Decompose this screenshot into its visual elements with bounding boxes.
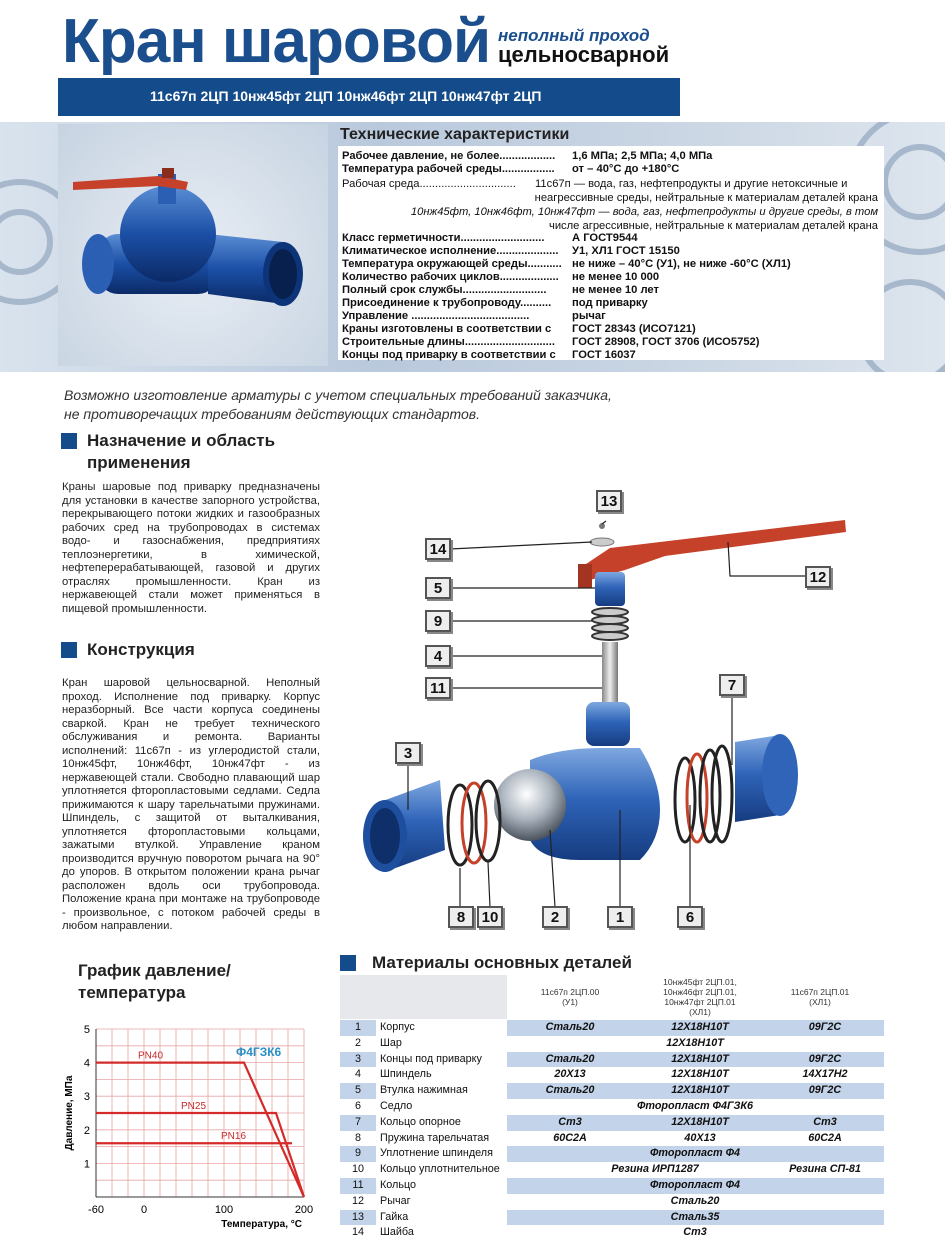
col-header-1 [520, 987, 620, 1007]
table-row [340, 1099, 884, 1115]
spec-value: под приварку [572, 297, 648, 309]
spec-row [342, 232, 638, 245]
row-number: 8 [354, 1131, 361, 1144]
custom-order-note [64, 386, 612, 424]
material-col1: Ст3 [558, 1115, 582, 1128]
material-span: Фторопласт Ф4ГЗК6 [636, 1100, 754, 1112]
spec-value: ГОСТ 16037 [572, 349, 636, 361]
ring-part [586, 702, 630, 746]
material-col2: 12Х18Н10Т [671, 1052, 729, 1065]
material-col2: 12Х18Н10Т [671, 1068, 729, 1081]
spec-value: ГОСТ 28343 (ИСО7121) [572, 323, 696, 335]
callout-3: 3 [395, 742, 421, 764]
table-row [340, 1162, 884, 1178]
material-col2: 12Х18Н10Т [671, 1084, 729, 1097]
weld-end-right-face [762, 734, 798, 816]
table-row [340, 1178, 884, 1194]
part-name: Гайка [380, 1210, 409, 1223]
row-number: 3 [354, 1052, 361, 1065]
chart-heading-line: температура [78, 983, 186, 1002]
row-number: 9 [354, 1147, 361, 1160]
row-number: 13 [351, 1210, 364, 1223]
part-name: Шпиндель [380, 1068, 432, 1081]
callout-7: 7 [719, 674, 745, 696]
material-col3: Резина СП-81 [789, 1163, 861, 1176]
material-col2: 12Х18Н10Т [671, 1115, 729, 1128]
callout-14: 14 [425, 538, 451, 560]
section-marker [61, 433, 77, 449]
materials-header-blank [340, 975, 507, 1019]
part-name: Кольцо уплотнительное [380, 1163, 500, 1176]
col-header-line: (У1) [562, 997, 578, 1007]
spec-value: от – 40°С до +180°С [572, 163, 680, 175]
row-number: 2 [354, 1036, 361, 1049]
material-span: Ст3 [683, 1226, 707, 1239]
part-name: Рычаг [380, 1194, 411, 1207]
spec-row [342, 323, 696, 336]
spec-row [342, 349, 636, 362]
spec-row [342, 245, 680, 258]
material-col1: 20Х13 [554, 1068, 586, 1081]
weld-end-left-bore [370, 808, 400, 864]
spec-value: рычаг [572, 310, 606, 322]
construction-heading: Конструкция [87, 640, 195, 659]
part-name: Шар [380, 1036, 402, 1049]
part-name: Корпус [380, 1021, 415, 1033]
x-tick-label: -60 [88, 1204, 104, 1216]
col-header-2 [640, 977, 760, 1017]
spec-label: Количество рабочих циклов................... [342, 271, 559, 283]
col-header-line: 10нж46фт 2ЦП.01, [663, 987, 737, 997]
table-row [340, 1115, 884, 1131]
row-number: 12 [351, 1194, 364, 1207]
material-col3: 09Г2С [808, 1052, 842, 1065]
page-title: Кран шаровой [62, 7, 491, 76]
material-span: Сталь35 [670, 1210, 720, 1223]
washer-part [590, 538, 614, 546]
spec-label: Класс герметичности........................... [342, 232, 545, 244]
spec-row [342, 297, 648, 310]
ball-part [494, 769, 566, 841]
spec-label: Управление ...................................... [342, 310, 530, 322]
y-tick-label: 4 [83, 1057, 90, 1070]
table-row [340, 1020, 884, 1036]
series-label: PN25 [181, 1101, 207, 1112]
spec-label: Присоединение к трубопроводу.......... [342, 297, 552, 309]
right-seal-stack [675, 746, 732, 842]
y-tick-label: 1 [83, 1158, 90, 1171]
row-number: 7 [354, 1115, 361, 1128]
specs-title: Технические характеристики [340, 126, 570, 143]
y-axis-label: Давление, МПа [64, 1075, 75, 1151]
spindle-part [602, 642, 618, 702]
part-name: Кольцо опорное [380, 1115, 461, 1128]
col-header-line: (ХЛ1) [689, 1007, 711, 1017]
spec-row [342, 284, 659, 297]
part-name: Уплотнение шпинделя [380, 1147, 493, 1160]
material-span: 12Х18Н10Т [666, 1036, 724, 1049]
spec-value: 1,6 МПа; 2,5 МПа; 4,0 МПа [572, 150, 713, 162]
purpose-heading-line2: применения [87, 453, 191, 472]
spec-row [342, 178, 848, 191]
material-col1: Сталь20 [545, 1021, 595, 1033]
subtitle-italic: неполный проход [498, 26, 650, 45]
section-marker [61, 642, 77, 658]
part-name: Шайба [380, 1226, 414, 1239]
table-row [340, 1131, 884, 1147]
y-tick-label: 5 [83, 1024, 90, 1036]
table-row [340, 1194, 884, 1210]
callout-6: 6 [677, 906, 703, 928]
callout-1: 1 [607, 906, 633, 928]
spec-value: У1, ХЛ1 ГОСТ 15150 [572, 245, 680, 257]
materials-heading: Материалы основных деталей [372, 953, 632, 972]
ball-valve-image [58, 124, 328, 366]
x-tick-label: 200 [294, 1204, 314, 1216]
y-tick-label: 2 [83, 1124, 90, 1137]
row-number: 11 [352, 1179, 364, 1191]
x-axis-label: Температура, °С [221, 1219, 302, 1230]
col-header-line: 11с67п 2ЦП.00 [540, 987, 600, 997]
exploded-valve-diagram [340, 480, 900, 940]
material-span: Резина ИРП1287 [611, 1163, 699, 1176]
callout-10: 10 [477, 906, 503, 928]
material-span: Сталь20 [670, 1194, 720, 1207]
callout-4: 4 [425, 645, 451, 667]
row-number: 6 [354, 1100, 361, 1112]
series-label: PN40 [138, 1050, 164, 1062]
spec-row [342, 163, 680, 176]
callout-5: 5 [425, 577, 451, 599]
y-tick-label: 3 [83, 1091, 90, 1104]
table-row [340, 1083, 884, 1099]
material-col1: 60С2А [553, 1131, 587, 1144]
callout-2: 2 [542, 906, 568, 928]
spec-row [342, 336, 760, 349]
col-header-3 [770, 987, 870, 1007]
left-seal-stack [448, 781, 500, 865]
x-tick-label: 0 [140, 1204, 148, 1216]
part-name: Концы под приварку [380, 1052, 482, 1065]
spec-wrap-line: неагрессивные среды, нейтральные к материалам деталей крана [534, 192, 878, 204]
callout-12: 12 [805, 566, 831, 588]
spec-label: Краны изготовлены в соответствии с [342, 323, 552, 335]
series-label: PN16 [221, 1131, 247, 1143]
chart-heading-line: График давление/ [78, 961, 231, 980]
row-number: 10 [351, 1163, 364, 1176]
material-span: Фторопласт Ф4 [649, 1179, 741, 1191]
material-col3: 60С2А [808, 1131, 842, 1144]
spec-wrap-line: числе агрессивные, нейтральные к материалам деталей крана [548, 220, 878, 232]
material-col2: 40Х13 [684, 1131, 716, 1144]
material-label: Ф4ГЗК6 [236, 1044, 282, 1059]
callout-8: 8 [448, 906, 474, 928]
row-number: 5 [354, 1084, 361, 1097]
part-name: Седло [380, 1100, 413, 1112]
x-tick-label: 100 [214, 1204, 234, 1216]
spec-label: Рабочее давление, не более.................. [342, 150, 556, 162]
material-col1: Сталь20 [545, 1084, 595, 1097]
material-col3: 09Г2С [808, 1021, 842, 1033]
col-header-line: 11с67п 2ЦП.01 [790, 987, 850, 997]
material-col1: Сталь20 [545, 1052, 595, 1065]
spec-row [342, 150, 713, 163]
purpose-heading-line1: Назначение и область [87, 431, 276, 450]
section-marker [340, 955, 356, 971]
gland-bushing-part [595, 572, 625, 606]
table-row [340, 1146, 884, 1162]
part-name: Пружина тарельчатая [380, 1131, 490, 1144]
material-col3: Ст3 [813, 1115, 837, 1128]
spec-value: не ниже – 40°С (У1), не ниже -60°С (ХЛ1) [572, 258, 791, 270]
callout-13: 13 [596, 490, 622, 512]
part-name: Кольцо [380, 1179, 417, 1191]
spec-value: ГОСТ 28908, ГОСТ 3706 (ИСО5752) [572, 336, 760, 348]
spec-row [342, 271, 660, 284]
subtitle: цельносварной [498, 42, 670, 67]
spec-label: Концы под приварку в соответствии с [342, 349, 556, 361]
spec-row [342, 310, 606, 323]
spindle-seal-part [592, 608, 628, 640]
col-header-line: 10нж45фт 2ЦП.01, [663, 977, 737, 987]
spec-value: не менее 10 лет [572, 284, 659, 296]
spec-label: Строительные длины............................. [342, 336, 555, 348]
material-col3: 09Г2С [808, 1084, 842, 1097]
spec-label: Климатическое исполнение.................... [342, 245, 559, 257]
chart-heading [78, 960, 231, 1004]
part-name: Втулка нажимная [380, 1084, 468, 1097]
spec-row [342, 258, 791, 271]
material-span: Фторопласт Ф4 [649, 1147, 741, 1160]
row-number: 4 [354, 1068, 361, 1081]
spec-label: Температура окружающей среды........... [342, 258, 562, 270]
table-row [340, 1067, 884, 1083]
spec-label: Температура рабочей среды................. [342, 163, 555, 175]
spec-value: 11с67п — вода, газ, нефтепродукты и другие нетоксичные и [535, 178, 848, 190]
note-line: не противоречащих требованиям действующих стандартов. [64, 406, 481, 422]
table-row [340, 1210, 884, 1226]
pressure-temperature-chart [60, 1015, 330, 1230]
models-banner: 11с67п 2ЦП 10нж45фт 2ЦП 10нж46фт 2ЦП 10нж47фт 2ЦП [58, 78, 680, 116]
material-col2: 12Х18Н10Т [671, 1021, 729, 1033]
row-number: 14 [351, 1226, 364, 1239]
callout-11: 11 [425, 677, 451, 699]
purpose-text: Краны шаровые под приварку предназначены для установки в качестве запорного устройства, перекрывающего потоки жидких и газообразных рабочих сред на трубопроводах в системах водо- и газоснабжения, предприятиях теплоэнергетики, в химической, нефтеперерабатывающей, газовой и других отраслях промышленности. Кран из нержавеющей стали может применяться в пищевой промышленности. [62, 481, 320, 615]
row-number: 1 [354, 1021, 361, 1033]
material-col3: 14Х17Н2 [802, 1068, 848, 1081]
spec-wrap-line: 10нж45фт, 10нж46фт, 10нж47фт — вода, газ, нефтепродукты и другие среды, в том [410, 206, 878, 218]
valve-photo [58, 124, 328, 366]
col-header-line: (ХЛ1) [809, 997, 831, 1007]
table-row [340, 1036, 884, 1052]
construction-text: Кран шаровой цельносварной. Неполный проход. Исполнение под приварку. Корпус неразборный. Все части корпуса соединены сваркой. Кран не требует технического обслуживания и ремонта. Варианты исполнений: 11с67п - из углеродистой стали, 10нж45фт, 10нж46фт, 10нж47фт - из нержавеющей стали. Свободно плавающий шар уплотняется фторопластовыми седлами. Седла прижимаются к шару тарельчатыми пружинами. Шпиндель, с защитой от выталкивания, уплотняется фторопластовыми кольцами, зажатыми втулкой. Управление краном производится вручную поворотом рычага на 90° до упоров. В открытом положении крана рычаг расположен вдоль оси трубопровода. Положение крана при монтаже на трубопроводе - произвольное, с потоком рабочей среды в любом направлении. [62, 677, 320, 932]
spec-label: Полный срок службы........................... [342, 284, 547, 296]
lever-stop [578, 564, 592, 588]
note-line: Возможно изготовление арматуры с учетом специальных требований заказчика, [64, 387, 612, 403]
table-row [340, 1052, 884, 1068]
table-row [340, 1225, 884, 1241]
spec-value: А ГОСТ9544 [572, 232, 638, 244]
callout-9: 9 [425, 610, 451, 632]
spec-label: Рабочая среда............................... [342, 178, 516, 190]
col-header-line: 10нж47фт 2ЦП.01 [664, 997, 736, 1007]
spec-value: не менее 10 000 [572, 271, 660, 283]
